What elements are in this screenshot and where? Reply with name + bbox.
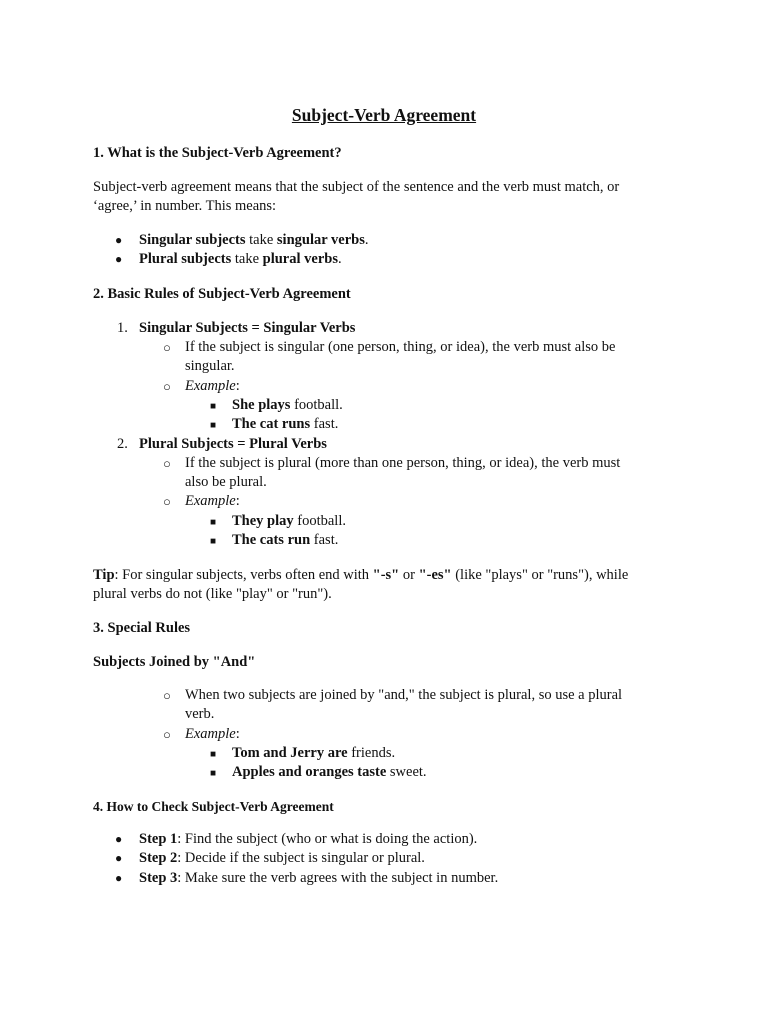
step-label: Step 2	[139, 850, 178, 866]
tip-line-2: plural verbs do not (like "play" or "run").	[93, 586, 332, 602]
list-item-bold: Singular subjects	[139, 232, 246, 248]
list-item-text: take	[231, 251, 263, 267]
square-bullet-icon: ■	[210, 536, 217, 547]
example-label-text: Example	[185, 378, 236, 394]
bullet-icon: ●	[115, 233, 123, 247]
list-item	[139, 869, 498, 888]
list-item	[139, 849, 425, 868]
example-item	[232, 512, 346, 531]
list-item-text: .	[364, 232, 369, 248]
example-item	[232, 744, 395, 763]
example-bold: They play	[232, 513, 294, 529]
bullet-icon: ●	[115, 832, 123, 846]
example-text: football.	[293, 513, 346, 529]
circle-bullet-icon: ○	[163, 379, 171, 394]
list-number: 1.	[117, 320, 128, 336]
rule-description-line-1: When two subjects are joined by "and," the subject is plural, so use a plural	[185, 687, 623, 703]
rule-description-line-2: singular.	[185, 358, 235, 374]
section-1-paragraph-line-2: ‘agree,’ in number. This means:	[93, 198, 277, 214]
list-item	[139, 830, 477, 849]
example-text: football.	[290, 397, 343, 413]
square-bullet-icon: ■	[210, 749, 217, 760]
example-text: friends.	[347, 745, 396, 761]
example-label	[185, 725, 240, 744]
example-bold: The cat runs	[232, 416, 311, 432]
circle-bullet-icon: ○	[163, 727, 171, 742]
rule-description-line-2: also be plural.	[185, 474, 267, 490]
tip-line-1	[93, 566, 628, 585]
circle-bullet-icon: ○	[163, 688, 171, 703]
rule-title: Plural Subjects = Plural Verbs	[139, 436, 327, 452]
bullet-icon: ●	[115, 851, 123, 865]
list-item-text: .	[337, 251, 342, 267]
circle-bullet-icon: ○	[163, 340, 171, 355]
example-label	[185, 492, 240, 511]
tip-text: or	[399, 567, 419, 583]
rule-description-line-2: verb.	[185, 706, 215, 722]
tip-label: Tip	[93, 567, 115, 583]
list-item	[139, 231, 369, 250]
square-bullet-icon: ■	[210, 768, 217, 779]
step-label: Step 3	[139, 870, 178, 886]
example-item	[232, 396, 343, 415]
section-3-subheading: Subjects Joined by "And"	[93, 654, 256, 670]
example-label	[185, 377, 240, 396]
square-bullet-icon: ■	[210, 420, 217, 431]
example-text: fast.	[310, 416, 339, 432]
bullet-icon: ●	[115, 252, 123, 266]
step-text: : Make sure the verb agrees with the subject in number.	[177, 870, 499, 886]
example-label-text: Example	[185, 726, 236, 742]
bullet-icon: ●	[115, 871, 123, 885]
section-4-heading: 4. How to Check Subject-Verb Agreement	[93, 799, 334, 814]
square-bullet-icon: ■	[210, 517, 217, 528]
list-number: 2.	[117, 436, 128, 452]
example-bold: The cats run	[232, 532, 311, 548]
example-bold: She plays	[232, 397, 291, 413]
example-item	[232, 763, 427, 782]
tip-bold: "-s"	[372, 567, 400, 583]
list-item-bold: plural verbs	[262, 251, 338, 267]
section-2-heading: 2. Basic Rules of Subject-Verb Agreement	[93, 286, 351, 302]
list-item-bold: singular verbs	[276, 232, 365, 248]
example-colon: :	[235, 493, 240, 509]
rule-description-line-1: If the subject is plural (more than one person, thing, or idea), the verb must	[185, 455, 621, 471]
section-1-paragraph-line-1: Subject-verb agreement means that the subject of the sentence and the verb must match, or	[93, 179, 620, 195]
step-text: : Find the subject (who or what is doing the action).	[177, 831, 478, 847]
tip-bold: "-es"	[418, 567, 452, 583]
list-item-text: take	[245, 232, 277, 248]
tip-text: (like "plays" or "runs"), while	[451, 567, 629, 583]
example-label-text: Example	[185, 493, 236, 509]
step-text: : Decide if the subject is singular or plural.	[177, 850, 425, 866]
circle-bullet-icon: ○	[163, 456, 171, 471]
circle-bullet-icon: ○	[163, 494, 171, 509]
example-bold: Apples and oranges taste	[232, 764, 387, 780]
section-3-heading: 3. Special Rules	[93, 620, 191, 636]
example-text: sweet.	[386, 764, 427, 780]
example-item	[232, 415, 338, 434]
list-item	[139, 250, 342, 269]
rule-description-line-1: If the subject is singular (one person, thing, or idea), the verb must also be	[185, 339, 616, 355]
section-1-heading: 1. What is the Subject-Verb Agreement?	[93, 145, 342, 161]
page-title: Subject-Verb Agreement	[291, 105, 477, 125]
list-item-bold: Plural subjects	[139, 251, 232, 267]
example-item	[232, 531, 338, 550]
tip-text: : For singular subjects, verbs often end with	[114, 567, 373, 583]
square-bullet-icon: ■	[210, 401, 217, 412]
example-colon: :	[235, 378, 240, 394]
example-bold: Tom and Jerry are	[232, 745, 348, 761]
example-colon: :	[235, 726, 240, 742]
step-label: Step 1	[139, 831, 178, 847]
example-text: fast.	[310, 532, 339, 548]
rule-title: Singular Subjects = Singular Verbs	[139, 320, 356, 336]
